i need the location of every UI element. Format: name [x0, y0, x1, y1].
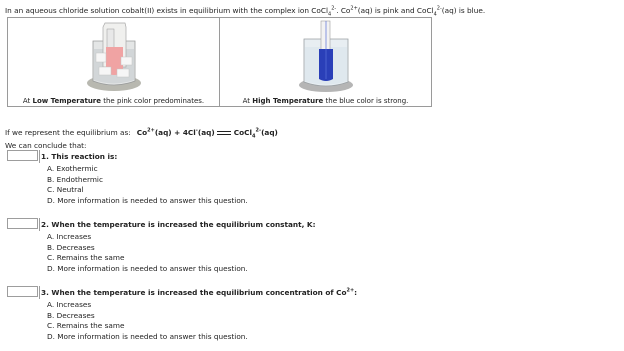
answer-input-2[interactable]	[7, 218, 38, 229]
option-item: D. More information is needed to answer this question.	[47, 196, 248, 206]
option-item: A. Exothermic	[47, 164, 98, 173]
figure-table	[7, 17, 432, 107]
equilibrium-equation: $Co^{2+}(aq) + 4Cl^-(aq)$ CoCl$_4^{2-}$(aq)	[136, 127, 278, 140]
option-item: A. Increases	[47, 232, 92, 241]
figure-caption-high: At High Temperature the blue color is strong.	[242, 97, 409, 105]
question-title: 3. When the temperature is increased the equilibrium concentration of $Co^{2+}$:	[41, 287, 358, 297]
figure-high-temperature	[220, 18, 431, 106]
option-item: B. Decreases	[47, 242, 95, 252]
option-item: C. Remains the same	[47, 321, 125, 331]
option-item: C. Remains the same	[47, 253, 125, 263]
question-title: 2. When the temperature is increased the equilibrium constant, K:	[41, 220, 316, 229]
option-item: D. More information is needed to answer this question.	[47, 264, 248, 274]
answer-input-3[interactable]	[7, 286, 38, 297]
option-list	[47, 300, 248, 343]
equilibrium-statement: If we represent the equilibrium as: $Co^{2+}(aq) + 4Cl^-(aq)$ CoCl$_4^{2-}$(aq)	[5, 127, 278, 140]
option-item: A. Increases	[47, 300, 92, 309]
figure-caption-low: At Low Temperature the pink color predominates.	[22, 97, 205, 105]
answer-input-1[interactable]	[7, 150, 38, 161]
option-item: B. Decreases	[47, 310, 95, 320]
conclusion-lead: We can conclude that:	[5, 141, 87, 150]
beaker-hot-bath-photo	[297, 19, 355, 94]
option-list	[47, 164, 248, 207]
intro-text: In an aqueous chloride solution cobalt(II) exists in equilibrium with the complex ion CoCl$_4^{2-}$. $Co^{2+}(aq)$ is pink and CoCl$_4^{2-}$(aq) is blue.	[5, 5, 486, 18]
beaker-ice-bath-photo	[85, 19, 143, 94]
equilibrium-arrow-icon	[217, 130, 231, 136]
option-item: D. More information is needed to answer this question.	[47, 332, 248, 342]
option-item: B. Endothermic	[47, 174, 103, 184]
figure-low-temperature	[8, 18, 220, 106]
option-item: C. Neutral	[47, 185, 84, 195]
question-title: 1. This reaction is:	[41, 152, 118, 161]
option-list	[47, 232, 248, 275]
